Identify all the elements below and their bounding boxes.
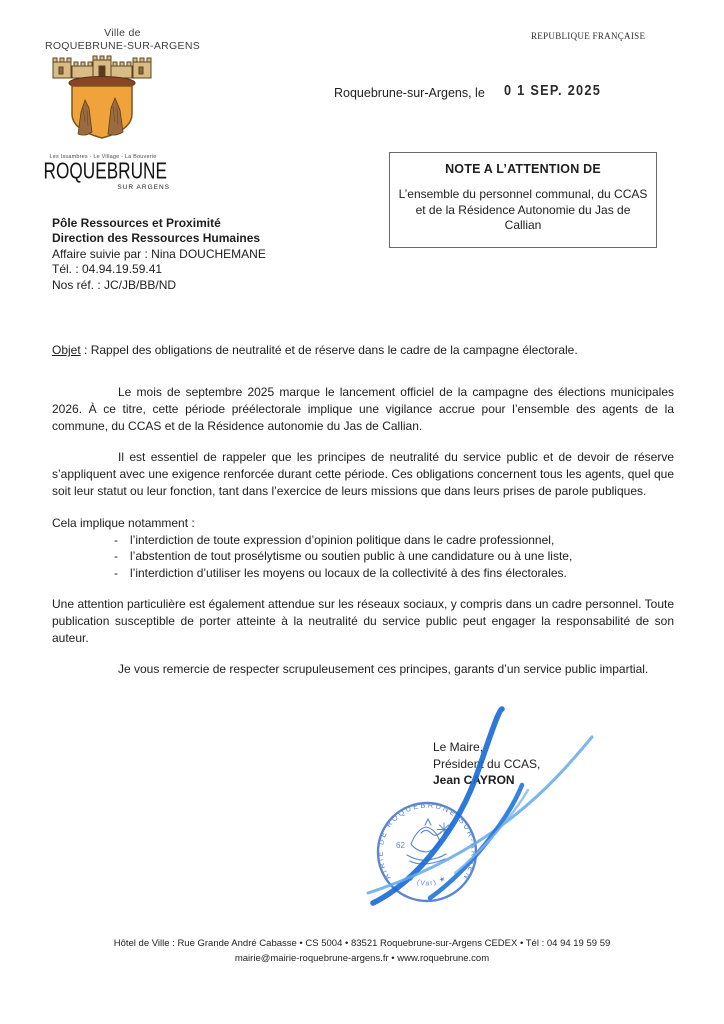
footer-address-line: Hôtel de Ville : Rue Grande André Cabasse • CS 5004 • 83521 Roquebrune-sur-Argens CEDEX • Tél : 04 94 19 59 59	[113, 938, 611, 949]
footer-contact-line: mairie@mairie-roquebrune-argens.fr • www.roquebrune.com	[234, 953, 490, 964]
sender-phone: Tél. : 04.94.19.59.41	[52, 262, 163, 277]
subject-separator: :	[80, 343, 91, 357]
stamp-bottom-text: ★ (Var) ★	[406, 874, 448, 888]
paragraph-3: Une attention particulière est également attendue sur les réseaux sociaux, y compris dans un cadre personnel. Toute publication susceptible de porter atteinte à la neutralité du service public peut engager la responsabilité de son auteur.	[52, 596, 674, 645]
city-header-line2: ROQUEBRUNE-SUR-ARGENS	[44, 40, 201, 52]
list-item: - l’interdiction de toute expression d’opinion politique dans le cadre professionnel,	[52, 532, 674, 549]
signature-title-1: Le Maire,	[433, 740, 484, 754]
coat-of-arms-icon	[48, 52, 156, 152]
handwritten-signature-icon	[340, 695, 620, 925]
obligations-list	[52, 532, 674, 582]
subject-text: Rappel des obligations de neutralité et de réserve dans le cadre de la campagne électorale.	[90, 343, 578, 357]
note-box-title: NOTE A L’ATTENTION DE	[445, 162, 601, 176]
date-stamp: 0 1 SEP. 2025	[504, 82, 602, 99]
note-box	[389, 152, 657, 248]
sender-handler: Affaire suivie par : Nina DOUCHEMANE	[52, 246, 266, 261]
dateline-place: Roquebrune-sur-Argens, le	[334, 86, 485, 100]
stamp-arc-text: MAIRIE DE ROQUEBRUNE-SUR-ARGENS	[375, 800, 479, 883]
subject-label: Objet	[52, 343, 81, 357]
sender-block	[52, 216, 266, 293]
stamp-number: 62	[396, 841, 405, 850]
letter-body	[52, 384, 674, 678]
city-header	[30, 27, 215, 53]
paragraph-2: Il est essentiel de rappeler que les principes de neutralité du service public et de devoir de réserve s’appliquent avec une exigence renforcée durant cette période. Ces obligations concernent tous les agents, quel que soit leur statut ou leur fonction, tant dans l’exercice de leurs missions que dans leurs prises de parole publiques.	[52, 450, 674, 498]
city-header-line1: Ville de	[104, 27, 141, 39]
sender-department: Pôle Ressources et Proximité	[52, 216, 221, 230]
list-item: - l’abstention de tout prosélytisme ou soutien public à une candidature ou à une liste,	[52, 548, 674, 565]
paragraph-1: Le mois de septembre 2025 marque le lancement officiel de la campagne des élections municipales 2026. À ce titre, cette période préélectorale implique une vigilance accrue pour l’ensemble des agents de la commune, du CCAS et de la Résidence autonomie du Jas de Callian.	[52, 385, 674, 433]
signature-title-2: Président du CCAS,	[433, 756, 541, 771]
city-wordmark-text: ROQUEBRUNE	[43, 159, 167, 184]
sender-direction: Direction des Ressources Humaines	[52, 231, 261, 246]
signatory-name: Jean CAYRON	[433, 773, 515, 787]
city-wordmark-sub: SUR ARGENS	[117, 184, 170, 191]
note-box-body: L’ensemble du personnel communal, du CCAS et de la Résidence Autonomie du Jas de Callian	[398, 187, 648, 232]
footer	[0, 936, 724, 966]
list-item: - l’interdiction d’utiliser les moyens ou locaux de la collectivité à des fins électorales.	[52, 565, 674, 582]
subject-line	[52, 343, 674, 357]
city-wordmark	[30, 160, 176, 184]
republic-heading: REPUBLIQUE FRANÇAISE	[531, 31, 646, 41]
sender-reference: Nos réf. : JC/JB/BB/ND	[52, 277, 177, 292]
paragraph-4: Je vous remercie de respecter scrupuleusement ces principes, garants d’un service public impartial.	[118, 662, 649, 677]
list-intro: Cela implique notamment :	[52, 515, 195, 530]
villages-tagline: Les Issambres - Le Village - La Bouverie	[49, 154, 157, 160]
